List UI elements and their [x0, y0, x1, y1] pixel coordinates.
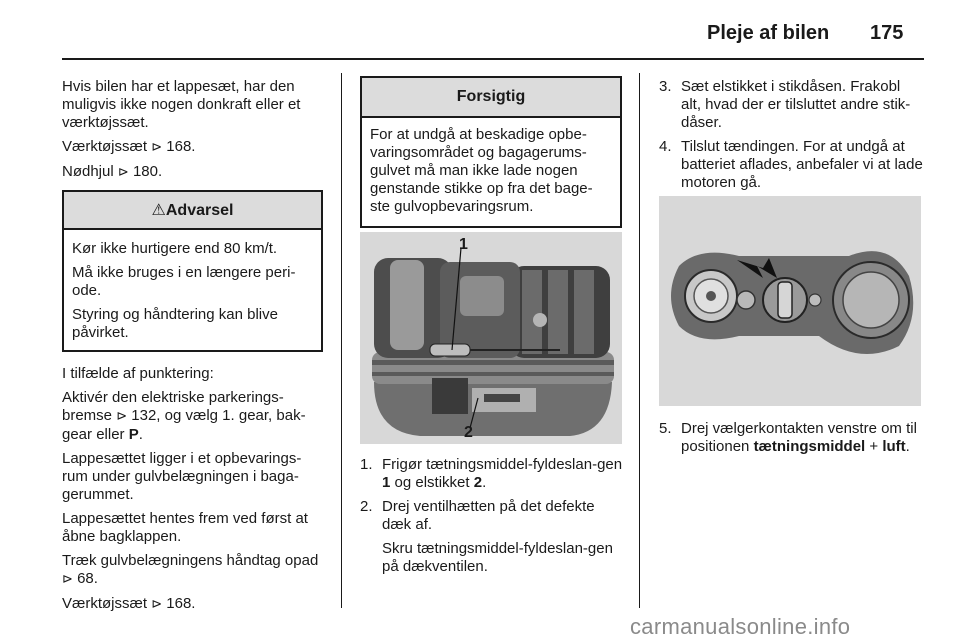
right-column	[659, 78, 924, 198]
tire-repair-kit-illustration	[360, 232, 622, 444]
caution-text: For at undgå at beskadige opbe-varingsområdet og bagagerums-gulvet må man ikke lade nogen genstande stikke op fra det bage-ste gulvopbevaringsrum.	[370, 126, 593, 215]
warning-line: Må ikke bruges i en længere peri-ode.	[72, 264, 296, 299]
kit-location-text: Lappesættet ligger i et opbevarings-rum under gulvbelægningen i baga-gerummet.	[62, 450, 302, 503]
header-divider	[62, 58, 924, 60]
middle-steps	[360, 456, 625, 582]
step-subtext: Skru tætningsmiddel-fyldeslan-gen på dækventilen.	[382, 540, 613, 575]
warning-line: Kør ikke hurtigere end 80 km/t.	[72, 240, 278, 257]
caution-box	[360, 76, 622, 228]
middle-column	[360, 76, 625, 228]
selector-switch-illustration	[659, 196, 921, 406]
warning-title: Advarsel	[165, 202, 234, 219]
page-reference-arrow-icon: ⊳	[117, 165, 129, 180]
selector-switch-figure	[659, 196, 921, 406]
compressor-figure	[360, 232, 622, 444]
figure-label-1: 1	[459, 236, 468, 253]
warning-line: Styring og håndtering kan blive påvirket.	[72, 306, 278, 341]
figure-label-2: 2	[464, 424, 473, 441]
handle-text: Træk gulvbelægningens håndtag opad ⊳ 68.	[62, 552, 319, 587]
left-column	[62, 78, 327, 620]
xref-spare-wheel[interactable]: Nødhjul ⊳ 180.	[62, 163, 163, 180]
column-divider-2	[639, 73, 640, 608]
step-item: 3. Sæt elstikket i stikdåsen. Frakobl alt, hvad der er tilsluttet andre stik-dåser.	[659, 78, 911, 131]
xref-toolkit-2[interactable]: Værktøjssæt ⊳ 168.	[62, 595, 196, 612]
step-item: 5. Drej vælgerkontakten venstre om til positionen tætningsmiddel + luft.	[659, 420, 917, 455]
parking-brake-text: Aktivér den elektriske parkerings-bremse ⊳ 132, og vælg 1. gear, bak-gear eller P.	[62, 389, 306, 443]
page-reference-arrow-icon: ⊳	[151, 597, 163, 612]
warning-box	[62, 190, 323, 352]
xref-toolkit[interactable]: Værktøjssæt ⊳ 168.	[62, 138, 196, 155]
watermark-text: carmanualsonline.info	[630, 614, 851, 639]
step-item: 4. Tilslut tændingen. For at undgå at batteriet aflades, anbefaler vi at lade motoren gå.	[659, 138, 923, 191]
warning-triangle-icon: ⚠	[151, 200, 166, 219]
intro-text: Hvis bilen har et lappesæt, har den muligvis ikke nogen donkraft eller et værktøjssæt.	[62, 78, 301, 131]
caution-header: Forsigtig	[362, 78, 620, 118]
puncture-heading: I tilfælde af punktering:	[62, 365, 214, 382]
step-item: 1. Frigør tætningsmiddel-fyldeslan-gen 1 og elstikket 2.	[360, 456, 623, 491]
page-number: 175	[870, 22, 904, 44]
page-reference-arrow-icon: ⊳	[151, 140, 163, 155]
warning-header	[64, 192, 321, 230]
page-reference-arrow-icon: ⊳	[116, 409, 128, 424]
right-step5	[659, 420, 924, 462]
kit-access-text: Lappesættet hentes frem ved først at åbne bagklappen.	[62, 510, 308, 545]
step-item: 2. Drej ventilhætten på det defekte dæk af. Skru tætningsmiddel-fyldeslan-gen på dækventilen.	[360, 498, 625, 576]
column-divider-1	[341, 73, 342, 608]
page-reference-arrow-icon: ⊳	[62, 572, 73, 587]
page-title: Pleje af bilen	[707, 22, 830, 44]
